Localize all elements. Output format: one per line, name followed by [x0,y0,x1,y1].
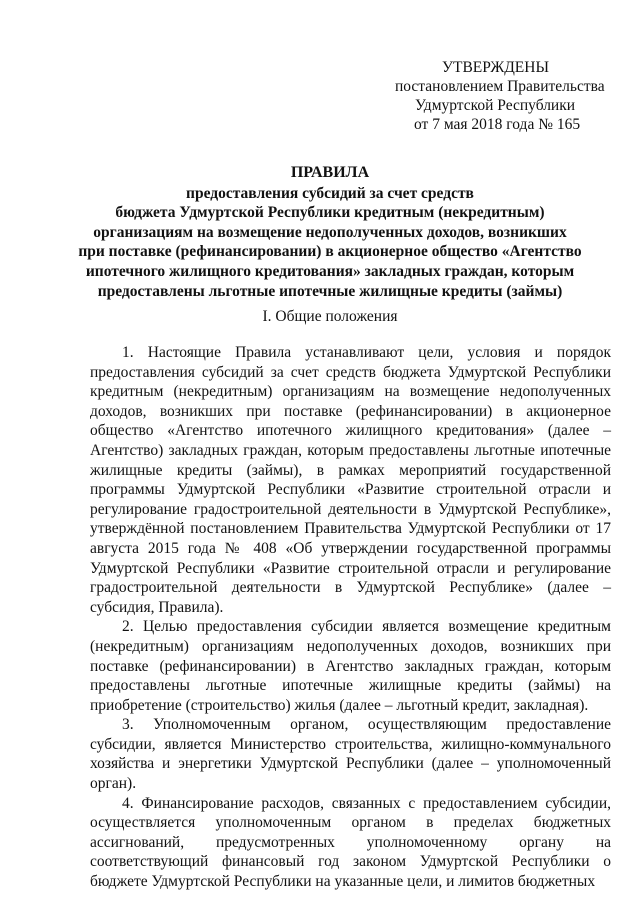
approval-heading: УТВЕРЖДЕНЫ [442,59,549,76]
paragraph-2: 2. Целью предоставления субсидии является возмещение кредитным (некредитным) организациям недополученных доходов, возникших при поставке (рефинансировании) в Агентство закладных граждан, которым предоставлены льготные ипотечные жилищные кредиты (займы) на приобретение (строительство) жилья (далее – льготный кредит, закладная). [90,618,611,714]
paragraph-3: 3. Уполномоченным органом, осуществляющим предоставление субсидии, является Министерство строительства, жилищно-коммунального хозяйства и энергетики Удмуртской Республики (далее – уполномоченный орган). [90,716,611,793]
approval-date-line: от 7 мая 2018 года № 165 [414,116,581,133]
title-line: предоставлены льготные ипотечные жилищные кредиты (займы) [97,282,563,300]
section-heading: I. Общие положения [262,308,398,325]
approval-line: Удмуртской Республики [415,97,576,114]
paragraph-4: 4. Финансирование расходов, связанных с предоставлением субсидии, осуществляется уполномоченным органом в пределах бюджетных ассигнований, предусмотренных уполномоченному органу на соответствующий финансовый год законом Удмуртской Республики о бюджете Удмуртской Республики на указанные цели, и лимитов бюджетных [90,794,611,891]
paragraph-1: 1. Настоящие Правила устанавливают цели, условия и порядок предоставления субсидий за счет средств бюджета Удмуртской Республики кредитным (некредитным) организациям на возмещение недополученных доходов, возникших при поставке (рефинансировании) в акционерное общество «Агентство ипотечного жилищного кредитования» (далее – Агентство) закладных граждан, которым предоставлены льготные ипотечные жилищные кредиты (займы), в рамках мероприятий государственной программы Удмуртской Республики «Развитие строительной отрасли и регулирование градостроительной деятельности в Удмуртской Республике», утверждённой постановлением Правительства Удмуртской Республики от 17 августа 2015 года № 408 «Об утверждении государственной программы Удмуртской Республики «Развитие строительной отрасли и регулирование градостроительной деятельности в Удмуртской Республике» (далее – субсидия, Правила). [90,344,611,616]
document-body [90,343,611,892]
title-main: ПРАВИЛА [290,164,370,181]
title-line: ипотечного жилищного кредитования» закладных граждан, которым [85,262,575,280]
approval-stamp [395,58,625,134]
title-line: организациям на возмещение недополученных доходов, возникших [93,223,567,241]
title-line: при поставке (рефинансировании) в акционерное общество «Агентство [78,243,582,261]
title-line: предоставления субсидий за счет средств [186,184,474,202]
title-line: бюджета Удмуртской Республики кредитным (некредитным) [115,204,545,222]
document-title [60,163,600,301]
approval-line: постановлением Правительства [395,78,605,95]
